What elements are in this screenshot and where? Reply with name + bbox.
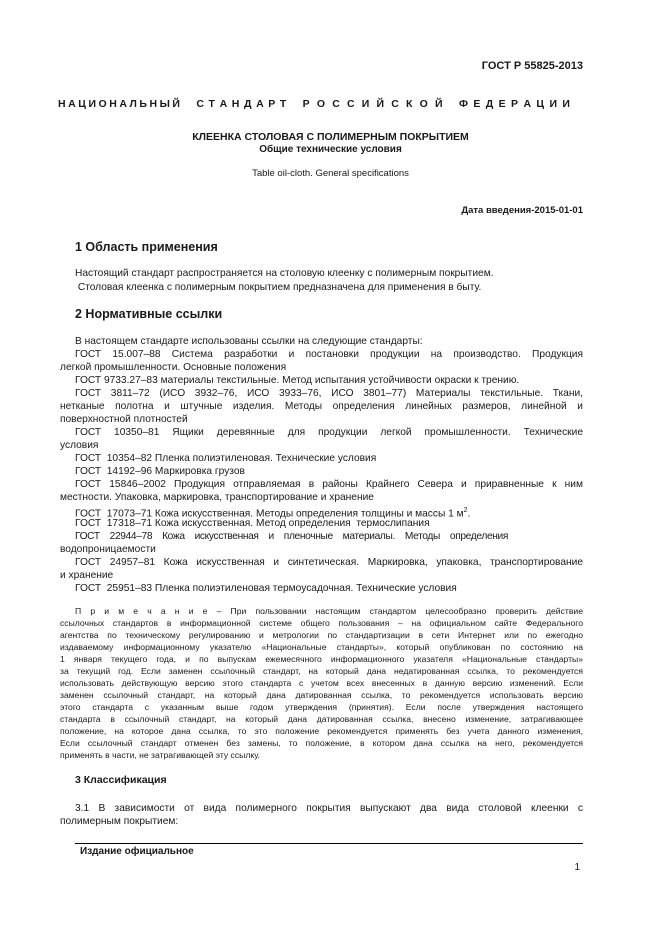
introduction-date: Дата введения-2015-01-01 xyxy=(461,205,583,216)
banner-word: Н А Ц И О Н А Л Ь Н Ы Й xyxy=(58,98,180,110)
section-2-heading: 2 Нормативные ссылки xyxy=(75,307,223,321)
note-line: за текущий год. Если заменен ссылочный стандарт, на который дана недатированная ссылка, то рекомендуется xyxy=(60,666,583,676)
document-subtitle: Общие технические условия xyxy=(259,144,402,155)
english-title: Table oil-cloth. General specifications xyxy=(252,168,409,179)
reference-line: поверхностной плотностей xyxy=(60,414,188,425)
official-edition-label: Издание официальное xyxy=(80,846,194,857)
superscript-2: 2 xyxy=(463,507,468,514)
footer-rule xyxy=(75,843,583,844)
reference-line: ГОСТ 3811–72 (ИСО 3932–76, ИСО 3933–76, ИСО 3801–77) Материалы текстильные. Ткани, xyxy=(75,388,583,399)
section-1-line: Настоящий стандарт распространяется на столовую клеенку с полимерным покрытием. xyxy=(75,268,494,279)
national-standard-banner xyxy=(58,98,570,110)
note-line: Если ссылочный стандарт отменен без замены, то положение, в котором дана ссылка на него, рекомендуется xyxy=(60,738,583,748)
banner-word: С Т А Н Д А Р Т xyxy=(196,98,287,110)
banner-word: Ф Е Д Е Р А Ц И И xyxy=(458,98,570,110)
reference-line: ГОСТ 22944–78 Кожа искусственная и пленочные материалы. Методы определения xyxy=(75,531,509,542)
note-line: 1 января текущего года, и по выпускам ежемесячного информационного указателя «Национальные стандарты» xyxy=(60,654,583,664)
note-line: применять в части, не затрагивающей эту ссылку. xyxy=(60,750,261,760)
reference-line: ГОСТ 14192–96 Маркировка грузов xyxy=(75,466,245,477)
banner-word: Р О С С И Й С К О Й xyxy=(302,98,443,110)
reference-line: ГОСТ 10350–81 Ящики деревянные для продукции легкой промышленности. Технические xyxy=(75,427,583,438)
page-number: 1 xyxy=(574,862,580,873)
reference-line: ГОСТ 15.007–88 Система разработки и постановки продукции на производство. Продукция xyxy=(75,349,583,360)
reference-text: ГОСТ 17073–71 Кожа искусственная. Методы определения толщины и массы 1 м xyxy=(75,508,464,520)
note-line: издаваемому информационному указателю «Национальные стандарты», который опубликован по состоянию на xyxy=(60,642,583,652)
reference-line: водопроницаемости xyxy=(60,544,156,555)
reference-line: легкой промышленности. Основные положения xyxy=(60,362,287,373)
note-line: П р и м е ч а н и е – При пользовании настоящим стандартом целесообразно проверить действие xyxy=(75,606,583,616)
section-1-heading: 1 Область применения xyxy=(75,240,218,254)
section-3-line: 3.1 В зависимости от вида полимерного покрытия выпускают два вида столовой клеенки с xyxy=(75,803,583,814)
note-line: ссылочных стандартов в информационной системе общего пользования – на официальном сайте Федерального xyxy=(60,618,583,628)
reference-line: нетканые полотна и штучные изделия. Методы определения линейных размеров, линейной и xyxy=(60,401,583,412)
standard-code: ГОСТ Р 55825-2013 xyxy=(481,60,583,72)
reference-line: ГОСТ 9733.27–83 материалы текстильные. Метод испытания устойчивости окраски к трению. xyxy=(75,375,520,386)
note-line: стандарта в ссылочный стандарт, на который дана датированная ссылка, внесено изменение, затрагивающее xyxy=(60,714,583,724)
section-3-line: полимерным покрытием: xyxy=(60,816,179,827)
section-1-line: Столовая клеенка с полимерным покрытием предназначена для применения в быту. xyxy=(75,282,482,293)
note-line: заменен ссылочный стандарт, на который дана датированная ссылка, то рекомендуется использовать версию xyxy=(60,690,583,700)
reference-punct: . xyxy=(467,508,471,520)
reference-line: ГОСТ 10354–82 Пленка полиэтиленовая. Технические условия xyxy=(75,453,377,464)
reference-line: местности. Упаковка, маркировка, транспортирование и хранение xyxy=(60,492,374,503)
reference-line: ГОСТ 17318–71 Кожа искусственная. Метод определения термослипания xyxy=(75,518,430,529)
reference-line: ГОСТ 24957–81 Кожа искусственная и синтетическая. Маркировка, упаковка, транспортирование xyxy=(75,557,583,568)
reference-line: условия xyxy=(60,440,99,451)
note-line: положение, на которое дана ссылка, то это положение рекомендуется применять без учета данного изменения, xyxy=(60,726,583,736)
note-line: агентства по техническому регулированию и метрологии по стандартизации в сети Интернет или по ежегодно xyxy=(60,630,583,640)
reference-line: ГОСТ 15846–2002 Продукция отправляемая в районы Крайнего Севера и приравненные к ним xyxy=(75,479,583,490)
reference-line: ГОСТ 25951–83 Пленка полиэтиленовая термоусадочная. Технические условия xyxy=(75,583,457,594)
document-title: КЛЕЕНКА СТОЛОВАЯ С ПОЛИМЕРНЫМ ПОКРЫТИЕМ xyxy=(192,131,469,143)
section-3-heading: 3 Классификация xyxy=(75,774,167,786)
reference-line: и хранение xyxy=(60,570,114,581)
note-line: использовать действующую версию этого стандарта с учетом всех внесенных в данную версию изменений. Если xyxy=(60,678,583,688)
references-intro: В настоящем стандарте использованы ссылки на следующие стандарты: xyxy=(75,336,423,347)
note-line: этого стандарта с указанным выше годом утверждения (принятия). Если после утверждения настоящего xyxy=(60,702,583,712)
